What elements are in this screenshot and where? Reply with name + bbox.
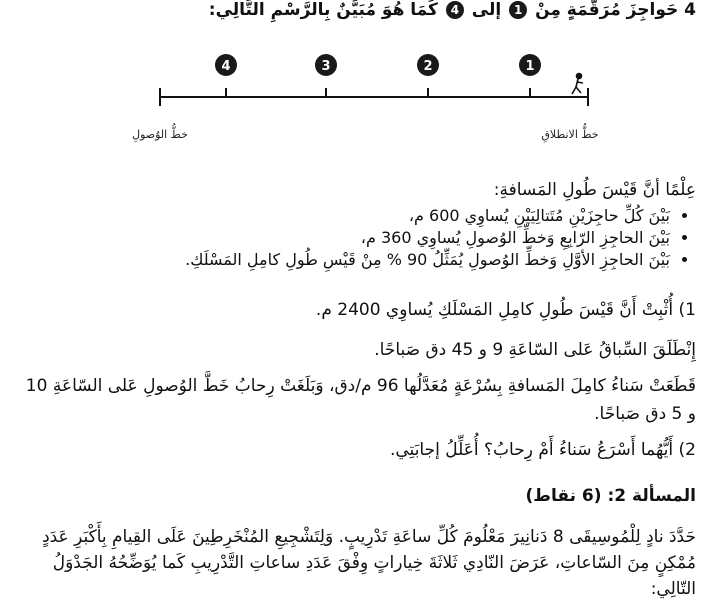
hurdle-2: [417, 54, 439, 97]
list-item: • بَيْنَ الحاجِزِ الأوَّلِ وَخطِّ الوُصولِ يُمَثِّلُ 90 % مِنْ قَيْسِ طُولِ كامِلِ المَسْلَكِ.: [24, 250, 670, 269]
number-badge-4: 4: [446, 1, 464, 19]
list-item: • بَيْنَ كُلِّ حاجِزَيْنِ مُتَتالِيَيْنِ يُساوِي 600 م،: [24, 206, 670, 225]
question-2: 2) أَيُّهُما أَسْرَعُ سَناءُ أَمْ رِحابُ؟ أُعَلِّلُ إجابَتِي.: [389, 440, 696, 460]
hurdle-3: [315, 54, 337, 97]
race-details-text: قَطَعَتْ سَناءُ كامِلَ المَسافةِ بِسُرْعَةٍ مُعَدَّلُها 96 م/دق، وَبَلَغَتْ رِحابُ خَطَّ الوُصولِ عَلى السّاعَةِ 10 و 5 دق صَباحًا.: [25, 376, 696, 424]
distance-note: عِلْمًا أنَّ قَيْسَ طُولِ المَسافةِ:: [493, 180, 696, 200]
intro-line: [24, 0, 696, 20]
list-item: • بَيْنَ الحاجِزِ الرّابِعِ وَخطِّ الوُصولِ يُساوِي 360 م،: [24, 228, 670, 247]
hurdle-number: 2: [423, 59, 433, 74]
hurdle-number: 1: [525, 59, 535, 74]
intro-lead: 4 حَواجِزَ مُرَقَّمَةٍ مِنْ: [535, 0, 696, 20]
distance-bullets: [24, 206, 696, 272]
runner-icon: [572, 74, 583, 95]
start-line-label: خطُّ الانطلاقِ: [541, 128, 599, 141]
hurdle-1: [519, 54, 541, 97]
problem-2-title: المسألة 2:: [607, 486, 696, 506]
number-badge-1: 1: [509, 1, 527, 19]
problem-2-points: (6 نقاط): [525, 486, 602, 506]
question-1: 1) أُثْبِتْ أَنَّ قَيْسَ طُولِ كامِلِ المَسْلَكِ يُساوِي 2400 م.: [315, 300, 696, 320]
hurdle-4: [215, 54, 237, 97]
hurdle-number: 4: [221, 59, 231, 74]
finish-line-label: خطُّ الوُصولِ: [132, 128, 188, 141]
race-start-text: إِنْطَلَقَ السِّباقُ عَلى السّاعَةِ 9 و 45 دق صَباحًا.: [374, 340, 696, 360]
intro-tail: كَمَا هُوَ مُبَيَّنٌ بِالرَّسْمِ التَّالِي:: [208, 0, 438, 20]
problem-2-text: حَدَّدَ نادٍ لِلْمُوسِيقَى 8 دَنانِيرَ مَعْلُومَ كُلِّ ساعَةِ تَدْرِيبٍ. وَلِتَشْجِيعِ المُنْخَرِطِينَ عَلَى القِيامِ بِأَكْبَرِ عَدَدٍ مُمْكِنٍ مِنَ السّاعاتِ، عَرَضَ النّادِي ثَلاثَةَ خِياراتٍ وِفْقَ عَدَدِ ساعاتِ التَّدْرِيبِ كَما يُوَضِّحُهُ الجَدْوَلُ التّالِي:: [42, 527, 696, 599]
problem-2-header: [24, 486, 696, 506]
intro-to-word: إلى: [471, 0, 502, 20]
hurdle-number: 3: [321, 59, 331, 74]
hurdle-track-diagram: [0, 40, 720, 165]
